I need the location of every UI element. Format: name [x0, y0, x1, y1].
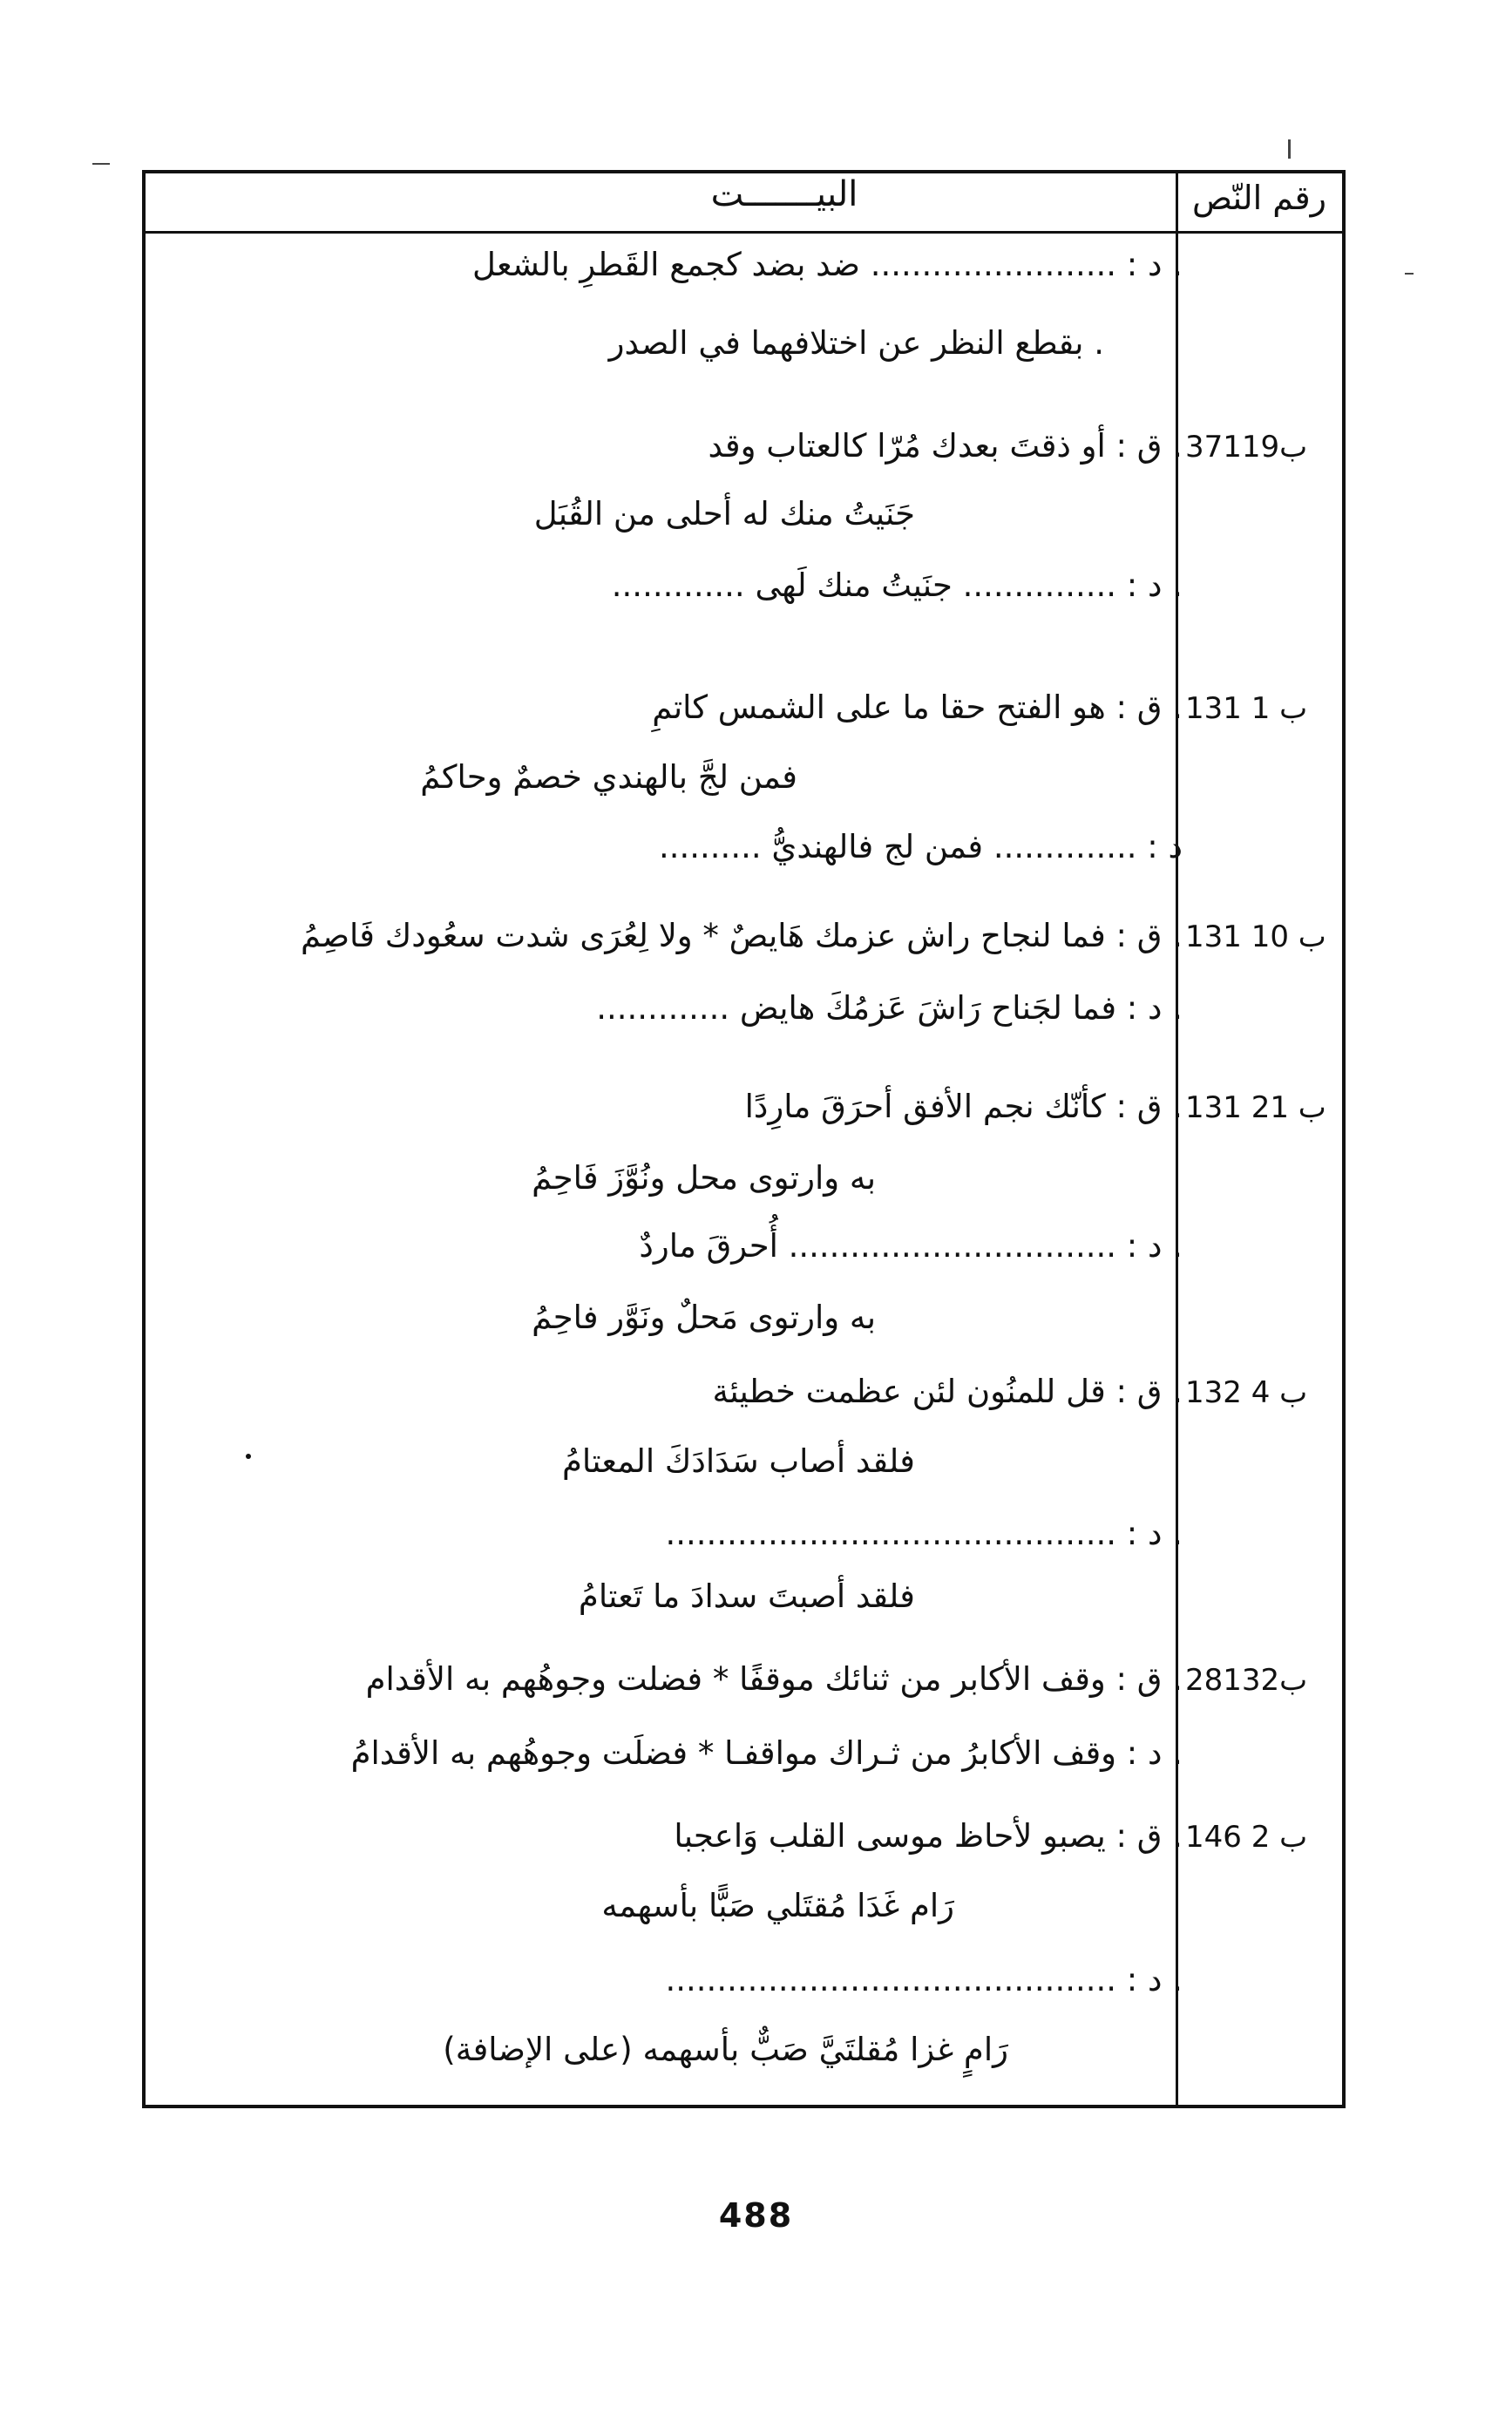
text-number: 131 ب 21: [1185, 1090, 1326, 1125]
text-number: 146 ب 2: [1185, 1820, 1308, 1855]
verse-line: . ق : قل للمنُون لئن عظمت خطيئة: [712, 1373, 1183, 1410]
verse-line: به وارتوى محل ونُوَّزَ فَاحِمُ: [532, 1159, 876, 1197]
text-number: 131 ب 10: [1185, 919, 1326, 954]
scan-tick: [1288, 139, 1291, 159]
verse-line: . بقطع النظر عن اختلافهما في الصدر: [608, 324, 1104, 362]
verse-line: . د : ........................ ضد بضد كجمع القَطرِ بالشعل: [471, 246, 1183, 283]
verse-line: . د : ............... جنَيتُ منك لَهى .............: [611, 566, 1183, 604]
verse-line: فلقد أصبتَ سدادَ ما تَعتامُ: [578, 1577, 915, 1615]
page-number: 488: [718, 2196, 794, 2235]
verse-line: . د : ................................ أُحرقَ ماردٌ: [639, 1227, 1183, 1265]
verse-line: فلقد أصاب سَدَادَكَ المعتامُ: [562, 1442, 915, 1480]
scan-tick: [92, 163, 110, 165]
verse-line: رَام غَدَا مُقتَلي صَبًّا بأسهمه: [601, 1887, 954, 1924]
header-verse-column: البيـــــــت: [710, 174, 858, 214]
header-number-column: رقم النّص: [1191, 179, 1327, 217]
verse-line: . ق : يصبو لأحاظ موسى القلب وَاعجبا: [674, 1817, 1183, 1855]
verse-line: . ق : كأنّك نجم الأفق أحرَقَ مارِدًا: [744, 1088, 1183, 1125]
verse-line: . ق : وقف الأكابر من ثنائك موقفًا * فضلت وجوهُهم به الأقدام: [365, 1660, 1183, 1698]
scan-tick: [1405, 273, 1414, 275]
text-number: 132 ب 4: [1185, 1375, 1308, 1410]
verse-line: د : .............. فمن لج فالهنديُّ ..........: [658, 828, 1183, 865]
text-number: 131 ب 1: [1185, 691, 1308, 726]
scan-speck: [246, 1454, 251, 1459]
verse-line: . ق : فما لنجاح راش عزمك هَايصٌ * ولا لِعُرَى شدت سعُودك فَاصِمُ: [300, 917, 1183, 954]
verse-line: رَامٍ غزا مُقلتَيَّ صَبٌّ بأسهمه (على الإضافة): [443, 2031, 1008, 2068]
verse-line: . د : ............................................: [665, 1961, 1183, 1998]
verse-line: . ق : هو الفتح حقا ما على الشمس كاتمِ: [652, 689, 1183, 726]
text-number: 37ب119: [1185, 430, 1308, 465]
verse-line: . د : وقف الأكابرُ من ثـراك مواقفـا * فضلَت وجوهُهم به الأقدامُ: [350, 1734, 1183, 1772]
header-divider: [142, 231, 1346, 234]
verse-line: جَنَيتُ منك له أحلى من القُبَل: [533, 495, 915, 533]
verse-line: به وارتوى مَحلٌ ونَوَّر فاحِمُ: [532, 1299, 876, 1336]
verse-line: . ق : أو ذقتَ بعدك مُرّا كالعتاب وقد: [708, 427, 1183, 465]
verse-line: . د : فما لجَناح رَاشَ عَزمُكَ هايض .............: [596, 989, 1183, 1027]
verse-line: . د : ............................................: [665, 1515, 1183, 1552]
text-number: 28ب132: [1185, 1663, 1308, 1698]
verse-line: فمن لجَّ بالهندي خصمٌ وحاكمُ: [420, 758, 797, 796]
